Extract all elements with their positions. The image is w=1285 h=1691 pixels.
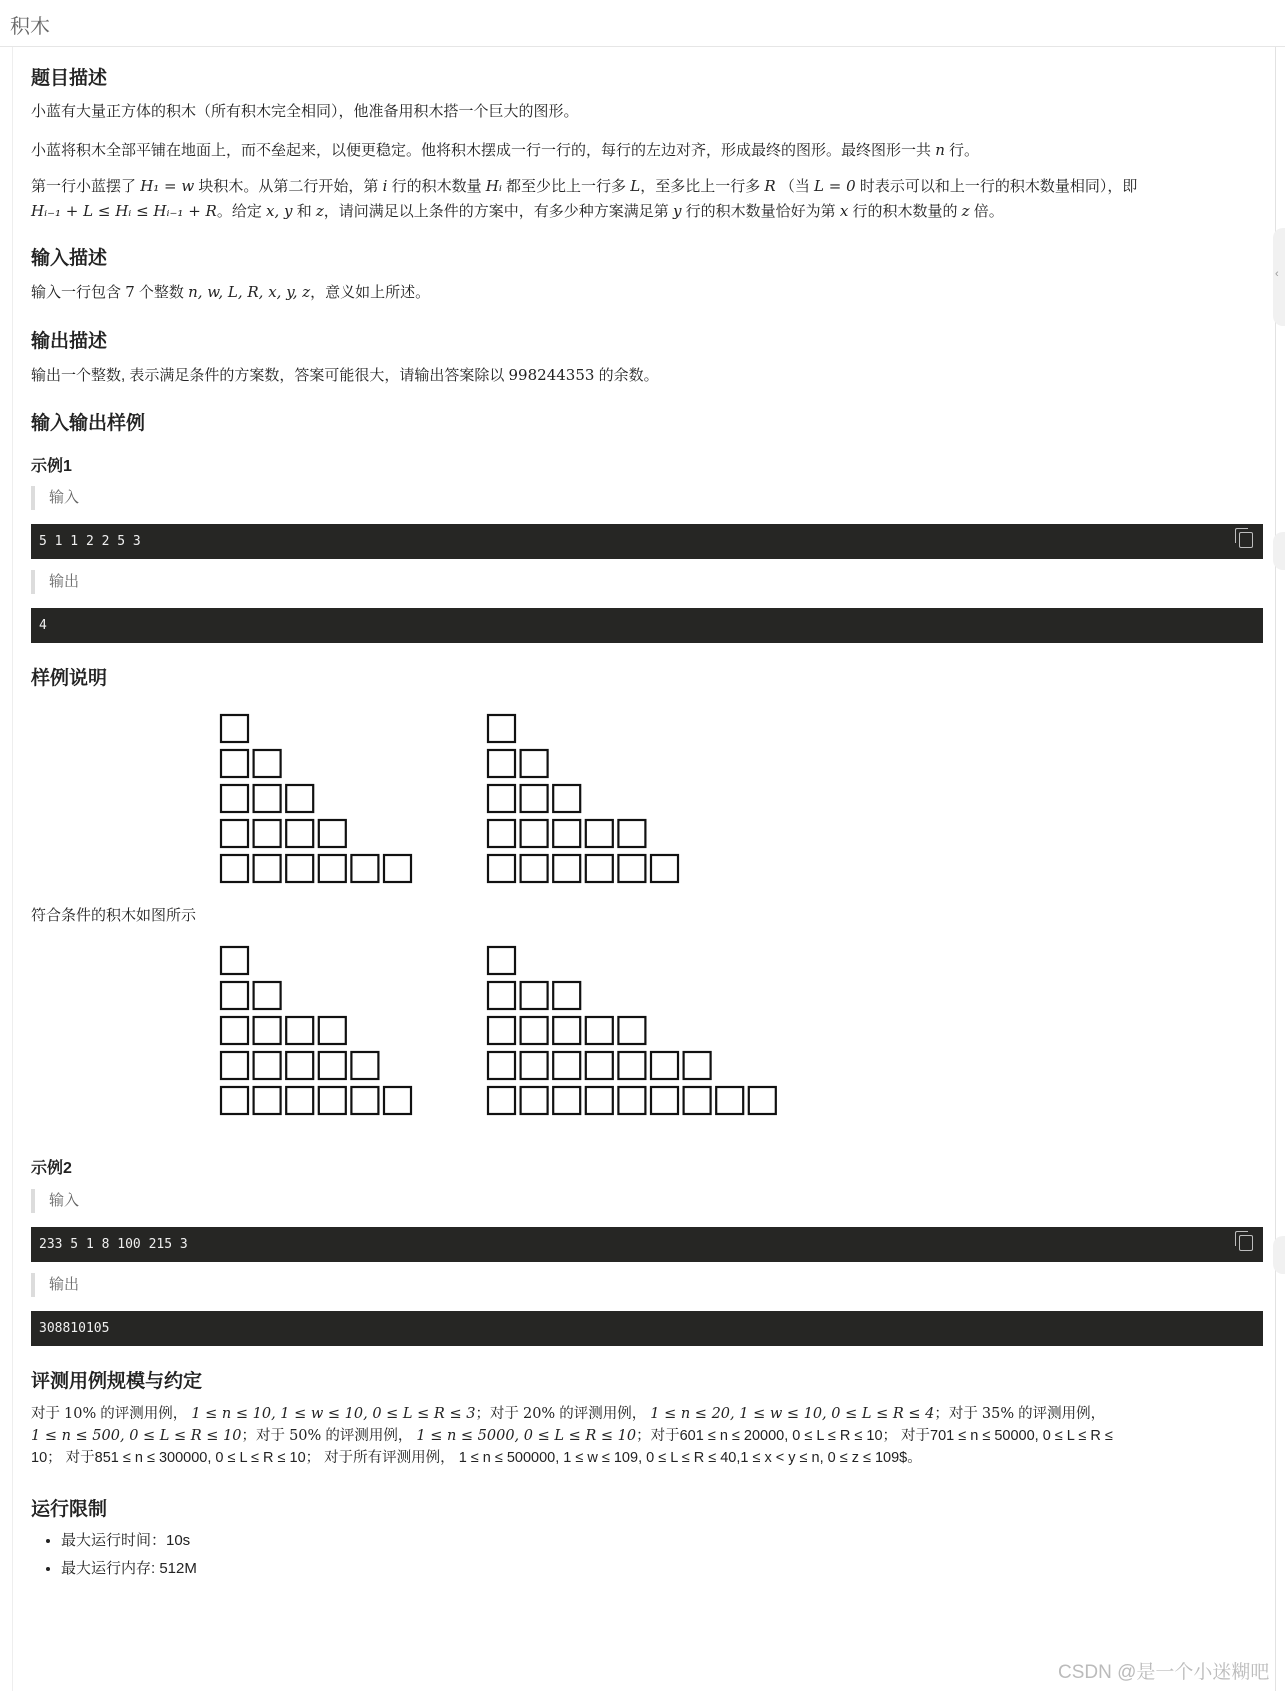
block-square (586, 1052, 613, 1079)
sample1-output-text: 4 (39, 618, 47, 633)
sample2-output-code[interactable] (31, 1311, 1263, 1346)
output-description: 输出一个整数, 表示满足条件的方案数，答案可能很大，请输出答案除以 998244353 的余数。 (31, 366, 659, 384)
block-square (221, 982, 248, 1009)
block-square (221, 855, 248, 882)
block-square (254, 1052, 281, 1079)
explain-caption: 符合条件的积木如图所示 (31, 907, 197, 924)
block-square (553, 1052, 580, 1079)
block-square (319, 1087, 346, 1114)
block-square (221, 1017, 248, 1044)
block-square (286, 1087, 313, 1114)
block-square (618, 820, 645, 847)
block-square (521, 785, 548, 812)
block-square (521, 1087, 548, 1114)
block-square (488, 750, 515, 777)
block-figure-4 (486, 945, 786, 1125)
block-square (488, 785, 515, 812)
copy-icon[interactable] (1239, 1235, 1253, 1251)
block-square (351, 1087, 378, 1114)
side-tab[interactable] (1273, 532, 1285, 570)
block-square (319, 1017, 346, 1044)
block-square (586, 855, 613, 882)
block-square (254, 785, 281, 812)
explain-heading: 样例说明 (31, 668, 108, 689)
block-square (319, 1052, 346, 1079)
sample2-input-text: 233 5 1 8 100 215 3 (39, 1237, 188, 1252)
block-figure-2 (486, 713, 716, 893)
constraints-heading: 评测用例规模与约定 (31, 1371, 203, 1392)
block-square (254, 750, 281, 777)
block-square (749, 1087, 776, 1114)
block-square (521, 750, 548, 777)
block-square (221, 785, 248, 812)
block-square (553, 982, 580, 1009)
limit-memory: • 最大运行内存: 512M (61, 1555, 197, 1583)
side-tab[interactable] (1273, 1236, 1285, 1274)
description-paragraph-1: 小蓝有大量正方体的积木（所有积木完全相同），他准备用积木搭一个巨大的图形。 (31, 103, 579, 120)
watermark: CSDN @是一个小迷糊吧 (1058, 1662, 1270, 1683)
block-square (286, 785, 313, 812)
block-square (286, 820, 313, 847)
block-figure-3 (219, 945, 449, 1125)
sample1-output-code[interactable] (31, 608, 1263, 643)
block-square (221, 750, 248, 777)
side-panel-toggle[interactable] (1273, 228, 1285, 326)
block-square (684, 1087, 711, 1114)
input-description: 输入一行包含 7 个整数 n, w, L, R, x, y, z，意义如上所述。 (31, 283, 431, 301)
block-square (221, 1052, 248, 1079)
block-square (618, 1017, 645, 1044)
block-square (254, 982, 281, 1009)
block-square (586, 1087, 613, 1114)
sample1-output-label: 输出 (31, 570, 79, 594)
block-square (586, 820, 613, 847)
block-square (521, 982, 548, 1009)
block-square (221, 947, 248, 974)
block-square (384, 855, 411, 882)
description-heading: 题目描述 (31, 68, 108, 89)
block-square (651, 855, 678, 882)
description-paragraph-3: 第一行小蓝摆了 H₁ = w 块积木。从第二行开始，第 i 行的积木数量 Hᵢ 都至少比上一行多 L，至多比上一行多 R （当 L = 0 时表示可以和上一行的积木数量相同），即 Hᵢ₋₁ + L ≤ Hᵢ ≤ Hᵢ₋₁ + R。给定 x, y 和 z，请问满足以上条件的方案中，有多少种方案满足第 y 行的积木数量恰好为第 x 行的积木数量的 z 倍。 (31, 177, 1138, 220)
samples-heading: 输入输出样例 (31, 413, 146, 434)
block-square (488, 947, 515, 974)
block-square (351, 855, 378, 882)
block-square (351, 1052, 378, 1079)
sample1-input-label: 输入 (31, 486, 79, 510)
description-paragraph-2: 小蓝将积木全部平铺在地面上，而不垒起来，以便更稳定。他将积木摆成一行一行的，每行的左边对齐，形成最终的图形。最终图形一共 n 行。 (31, 141, 980, 159)
sample1-title: 示例1 (31, 458, 72, 475)
block-square (488, 1052, 515, 1079)
block-square (384, 1087, 411, 1114)
sample1-input-code[interactable] (31, 524, 1263, 559)
block-square (286, 855, 313, 882)
block-square (221, 1087, 248, 1114)
block-square (488, 820, 515, 847)
block-square (651, 1052, 678, 1079)
sample2-input-code[interactable] (31, 1227, 1263, 1262)
block-square (488, 715, 515, 742)
block-square (553, 785, 580, 812)
block-square (521, 1052, 548, 1079)
block-square (488, 855, 515, 882)
block-square (286, 1052, 313, 1079)
block-square (521, 1017, 548, 1044)
sample2-title: 示例2 (31, 1160, 72, 1177)
limits-heading: 运行限制 (31, 1499, 108, 1520)
sample1-input-text: 5 1 1 2 2 5 3 (39, 534, 141, 549)
copy-icon[interactable] (1239, 532, 1253, 548)
block-square (254, 855, 281, 882)
block-square (553, 1087, 580, 1114)
block-square (254, 820, 281, 847)
window-title: 积木 (10, 16, 50, 38)
sample2-output-label: 输出 (31, 1273, 79, 1297)
output-heading: 输出描述 (31, 331, 108, 352)
limits-list (31, 1527, 197, 1583)
block-square (488, 1017, 515, 1044)
block-square (254, 1087, 281, 1114)
block-square (286, 1017, 313, 1044)
block-square (319, 855, 346, 882)
input-heading: 输入描述 (31, 248, 108, 269)
block-square (521, 820, 548, 847)
block-square (254, 1017, 281, 1044)
block-square (319, 820, 346, 847)
block-figure-1 (219, 713, 449, 893)
problem-panel (12, 47, 1276, 1691)
block-square (618, 855, 645, 882)
block-square (618, 1052, 645, 1079)
sample2-input-label: 输入 (31, 1189, 79, 1213)
block-square (221, 820, 248, 847)
sample2-output-text: 308810105 (39, 1321, 110, 1336)
chevron-left-icon: ‹ (1275, 268, 1279, 280)
block-square (488, 1087, 515, 1114)
block-square (553, 855, 580, 882)
block-square (651, 1087, 678, 1114)
block-square (488, 982, 515, 1009)
block-square (521, 855, 548, 882)
block-square (618, 1087, 645, 1114)
block-square (553, 820, 580, 847)
block-square (221, 715, 248, 742)
constraints-text: 对于 10% 的评测用例， 1 ≤ n ≤ 10, 1 ≤ w ≤ 10, 0 ≤ L ≤ R ≤ 3；对于 20% 的评测用例， 1 ≤ n ≤ 20, 1 ≤ w ≤ 10, 0 ≤ L ≤ R ≤ 4；对于 35% 的评测用例， 1 ≤ n ≤ 500, 0 ≤ L ≤ R ≤ 10；对于 50% 的评测用例， 1 ≤ n ≤ 5000, 0 ≤ L ≤ R ≤ 10；对于601 ≤ n ≤ 20000, 0 ≤ L ≤ R ≤ 10； 对于701 ≤ n ≤ 50000, 0 ≤ L ≤ R ≤ 10； 对于851 ≤ n ≤ 300000, 0 ≤ L ≤ R ≤ 10； 对于所有评测用例， 1 ≤ n ≤ 500000, 1 ≤ w ≤ 109, 0 ≤ L ≤ R ≤ 40,1 ≤ x < y ≤ n, 0 ≤ z ≤ 109$。 (31, 1406, 1113, 1466)
block-square (684, 1052, 711, 1079)
title-bar (0, 0, 1285, 47)
block-square (586, 1017, 613, 1044)
limit-time: • 最大运行时间：10s (61, 1527, 197, 1555)
block-square (716, 1087, 743, 1114)
block-square (553, 1017, 580, 1044)
